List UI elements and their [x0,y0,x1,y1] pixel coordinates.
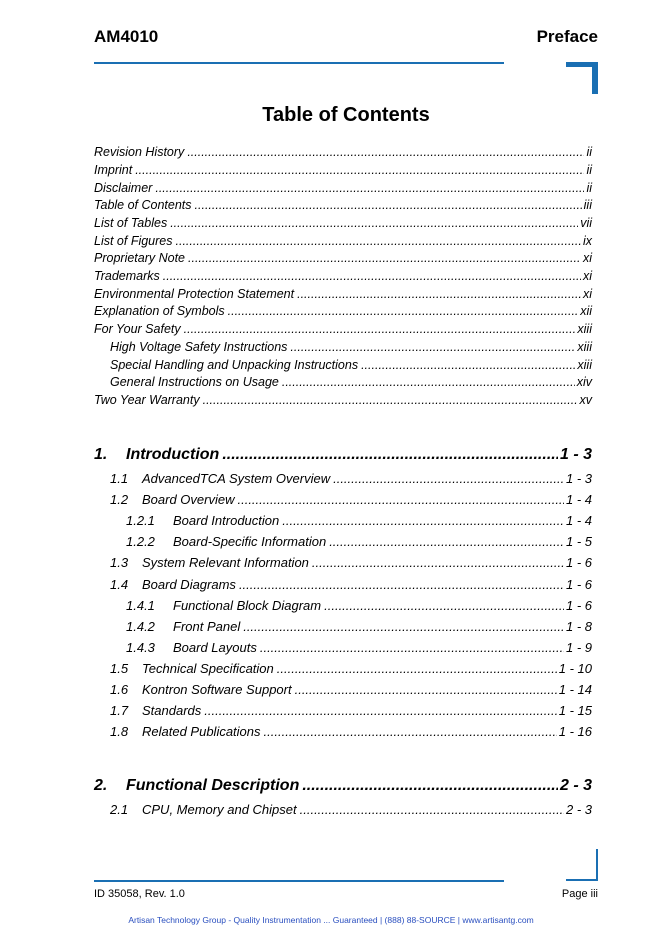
footer-page-number: Page iii [561,888,598,900]
toc-section-text: Kontron Software Support [142,682,292,697]
toc-subsection[interactable] [126,638,592,655]
toc-section-number: 1.8 [110,724,129,739]
header-rule [94,62,504,64]
toc-section-number: 1.5 [110,661,129,676]
toc-entry-text: Table of Contents [94,198,192,212]
toc-subsection[interactable] [126,617,592,634]
toc-section-page: 1 - 16 [558,724,592,739]
toc-entry-page: xiii [577,358,592,372]
toc-section[interactable] [110,680,592,697]
toc-section-number: 1.4 [110,577,129,592]
toc-section-text: Board Introduction [173,513,280,528]
toc-section-text: Board Diagrams [142,577,236,592]
toc-section-page: 1 - 4 [565,492,592,507]
toc-section-page: 1 - 5 [565,534,592,549]
toc-entry-text: Imprint [94,163,133,177]
toc-section-number: 1.2.1 [126,513,155,528]
toc-subsection[interactable] [126,532,592,549]
toc-section-text: Board Overview [142,492,235,507]
toc-entry[interactable] [94,232,592,248]
toc-entry-page: xi [582,269,592,283]
toc-entry-text: Trademarks [94,269,160,283]
toc-entry-text: Explanation of Symbols [94,304,225,318]
toc-entry-page: iii [583,198,592,212]
toc-section-page: 1 - 15 [558,703,592,718]
toc-entry[interactable] [110,356,592,372]
toc-section-page: 1 - 6 [565,555,592,570]
toc-chapter-text: Introduction [126,446,220,463]
toc-entry[interactable] [94,249,592,265]
toc-section-number: 1.7 [110,703,129,718]
header-product: AM4010 [94,27,159,46]
toc-entry-text: Special Handling and Unpacking Instructions [110,358,359,372]
toc-section-number: 1.4.3 [126,640,155,655]
toc-section-page: 1 - 4 [565,513,592,528]
toc-entry-text: For Your Safety [94,322,181,336]
toc-chapter-text: Functional Description [126,777,300,794]
toc-section-text: System Relevant Information [142,555,309,570]
toc-section-text: CPU, Memory and Chipset [142,802,297,817]
toc-entry-page: ix [582,234,592,248]
toc-section-page: 1 - 6 [565,598,592,613]
toc-section-page: 2 - 3 [565,802,592,817]
toc-subsection[interactable] [126,596,592,613]
toc-section-page: 1 - 8 [565,619,592,634]
toc-chapter[interactable] [94,775,592,795]
toc-chapter-page: 2 - 3 [559,777,592,794]
toc-section-number: 1.4.1 [126,598,155,613]
toc-section[interactable] [110,722,592,739]
toc-chapter[interactable] [94,444,592,464]
toc-entry-text: List of Figures [94,234,173,248]
toc-chapter-heading [94,446,222,464]
toc-section-number: 1.6 [110,682,129,697]
toc-section[interactable] [110,659,592,676]
toc-entry-page: xi [582,251,592,265]
page-title: Table of Contents [262,104,430,126]
toc-entry[interactable] [94,143,592,159]
toc-section-text: Front Panel [173,619,241,634]
toc-entry[interactable] [94,320,592,336]
toc-entry-page: xi [582,287,592,301]
toc-chapter-page: 1 - 3 [559,446,592,463]
footer-document-id: ID 35058, Rev. 1.0 [94,888,185,900]
toc-section-number: 1.4.2 [126,619,155,634]
toc-entry-page: ii [586,163,592,177]
toc-section-text: Board-Specific Information [173,534,327,549]
toc-entry[interactable] [94,161,592,177]
toc-entry-page: xv [579,393,592,407]
toc-entry-text: Disclaimer [94,181,153,195]
toc-section[interactable] [110,701,592,718]
toc-entry-text: List of Tables [94,216,168,230]
toc-section-page: 1 - 6 [565,577,592,592]
toc-entry-page: xiv [576,375,592,389]
corner-mark-top [566,62,598,94]
artisan-footer-link[interactable]: Artisan Technology Group - Quality Instrumentation ... Guaranteed | (888) 88-SOURCE | www.artisantg.com [128,915,534,925]
toc-section[interactable] [110,575,592,592]
toc-section-page: 1 - 10 [558,661,592,676]
toc-section-number: 2.1 [110,802,129,817]
corner-mark-bottom [566,849,598,881]
toc-entry[interactable] [110,338,592,354]
toc-entry-text: General Instructions on Usage [110,375,279,389]
toc-entry-page: ii [586,145,592,159]
toc-chapter-number: 2. [94,777,108,794]
header-section: Preface [536,27,598,46]
toc-entry[interactable] [94,179,592,195]
toc-section-text: Functional Block Diagram [173,598,322,613]
toc-section-number: 1.2 [110,492,129,507]
toc-entry[interactable] [94,391,592,407]
toc-entry-text: Two Year Warranty [94,393,200,407]
toc-section-text: Technical Specification [142,661,274,676]
toc-entry-page: xii [580,304,592,318]
toc-entry[interactable] [94,285,592,301]
toc-subsection[interactable] [126,511,592,528]
footer-rule [94,880,504,882]
toc-section-text: Related Publications [142,724,261,739]
toc-entry[interactable] [94,302,592,318]
toc-entry-page: xiii [577,322,592,336]
toc-section-text: Board Layouts [173,640,257,655]
toc-section[interactable] [110,490,592,507]
toc-entry[interactable] [94,267,592,283]
toc-entry-text: Proprietary Note [94,251,186,265]
toc-entry-page: vii [580,216,592,230]
toc-entry[interactable] [110,373,592,389]
toc-entry-text: Revision History [94,145,185,159]
toc-section-number: 1.1 [110,471,129,486]
toc-entry-page: ii [586,181,592,195]
toc-entry[interactable] [94,214,592,230]
toc-chapter-number: 1. [94,446,108,463]
toc-section-text: AdvancedTCA System Overview [142,471,331,486]
toc-section-page: 1 - 3 [565,471,592,486]
toc-section-text: Standards [142,703,202,718]
toc-chapter-heading [94,777,302,795]
toc-section-number: 1.2.2 [126,534,155,549]
toc-section-number: 1.3 [110,555,129,570]
toc-entry[interactable] [94,196,592,212]
toc-section-page: 1 - 14 [558,682,592,697]
toc-entry-text: High Voltage Safety Instructions [110,340,288,354]
toc-section[interactable] [110,800,592,817]
toc-section[interactable] [110,469,592,486]
toc-section-page: 1 - 9 [565,640,592,655]
toc-entry-page: xiii [577,340,592,354]
toc-entry-text: Environmental Protection Statement [94,287,295,301]
toc-section[interactable] [110,553,592,570]
